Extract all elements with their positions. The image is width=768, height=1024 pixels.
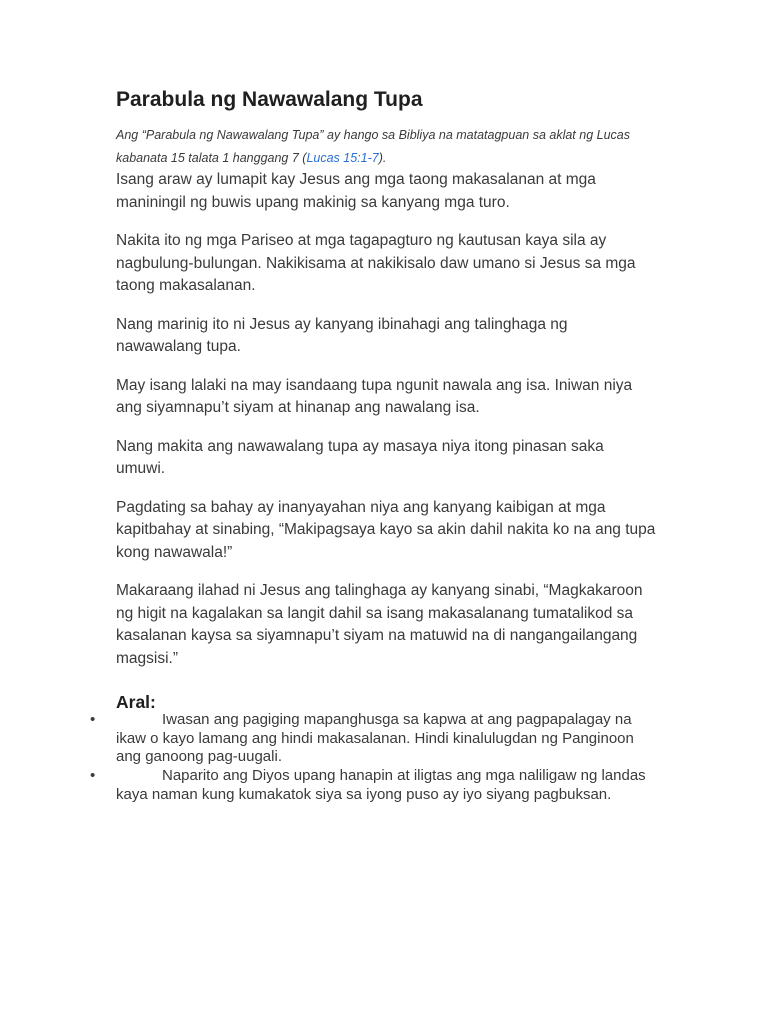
bible-reference-link[interactable]: Lucas 15:1-7 xyxy=(306,151,379,165)
bullet-icon: • xyxy=(90,767,96,784)
lesson-item-text: Iwasan ang pagiging mapanghusga sa kapwa at ang pagpapalagay na ikaw o kayo lamang ang hindi makasalanan. Hindi kinalulugdan ng Panginoon ang ganoong pag-uugali. xyxy=(116,711,634,765)
intro-text: Ang “Parabula ng Nawawalang Tupa” ay hango sa Bibliya na matatagpuan sa aklat ng Lucas kabanata 15 talata 1 hanggang 7 ( xyxy=(116,128,630,165)
bullet-icon: • xyxy=(90,711,96,728)
lesson-list-item xyxy=(90,767,656,804)
intro-note xyxy=(116,124,656,170)
lesson-heading: Aral: xyxy=(116,692,156,712)
lesson-list-item xyxy=(90,711,656,767)
intro-end: ). xyxy=(378,151,387,165)
story-paragraph: Nang makita ang nawawalang tupa ay masaya niya itong pinasan saka umuwi. xyxy=(116,437,604,477)
lesson-item-text: Naparito ang Diyos upang hanapin at iligtas ang mga naliligaw ng landas kaya naman kung kumakatok siya sa iyong puso ay iyo siyang pagbuksan. xyxy=(116,767,646,803)
story-paragraph: Makaraang ilahad ni Jesus ang talinghaga ay kanyang sinabi, “Magkakaroon ng higit na kagalakan sa langit dahil sa isang makasalanang tumatalikod sa kasalanan kaysa sa siyamnapu’t siyam na matuwid na di nangangailangang magsisi.” xyxy=(116,582,643,667)
story-paragraph: Nang marinig ito ni Jesus ay kanyang ibinahagi ang talinghaga ng nawawalang tupa. xyxy=(116,315,568,355)
story-paragraph: Nakita ito ng mga Pariseo at mga tagapagturo ng kautusan kaya sila ay nagbulung-bulungan. Nakikisama at nakikisalo daw umano si Jesus sa mga taong makasalanan. xyxy=(116,232,636,294)
document-page xyxy=(116,84,656,718)
story-paragraph: Pagdating sa bahay ay inanyayahan niya ang kanyang kaibigan at mga kapitbahay at sinabing, “Makipagsaya kayo sa akin dahil nakita ko na ang tupa kong nawawala!” xyxy=(116,498,656,561)
story-paragraph: May isang lalaki na may isandaang tupa ngunit nawala ang isa. Iniwan niya ang siyamnapu’t siyam at hinanap ang nawalang isa. xyxy=(116,376,633,416)
document-title: Parabula ng Nawawalang Tupa xyxy=(116,88,423,111)
story-paragraph: Isang araw ay lumapit kay Jesus ang mga taong makasalanan at mga maniningil ng buwis upang makinig sa kanyang mga turo. xyxy=(116,171,596,211)
